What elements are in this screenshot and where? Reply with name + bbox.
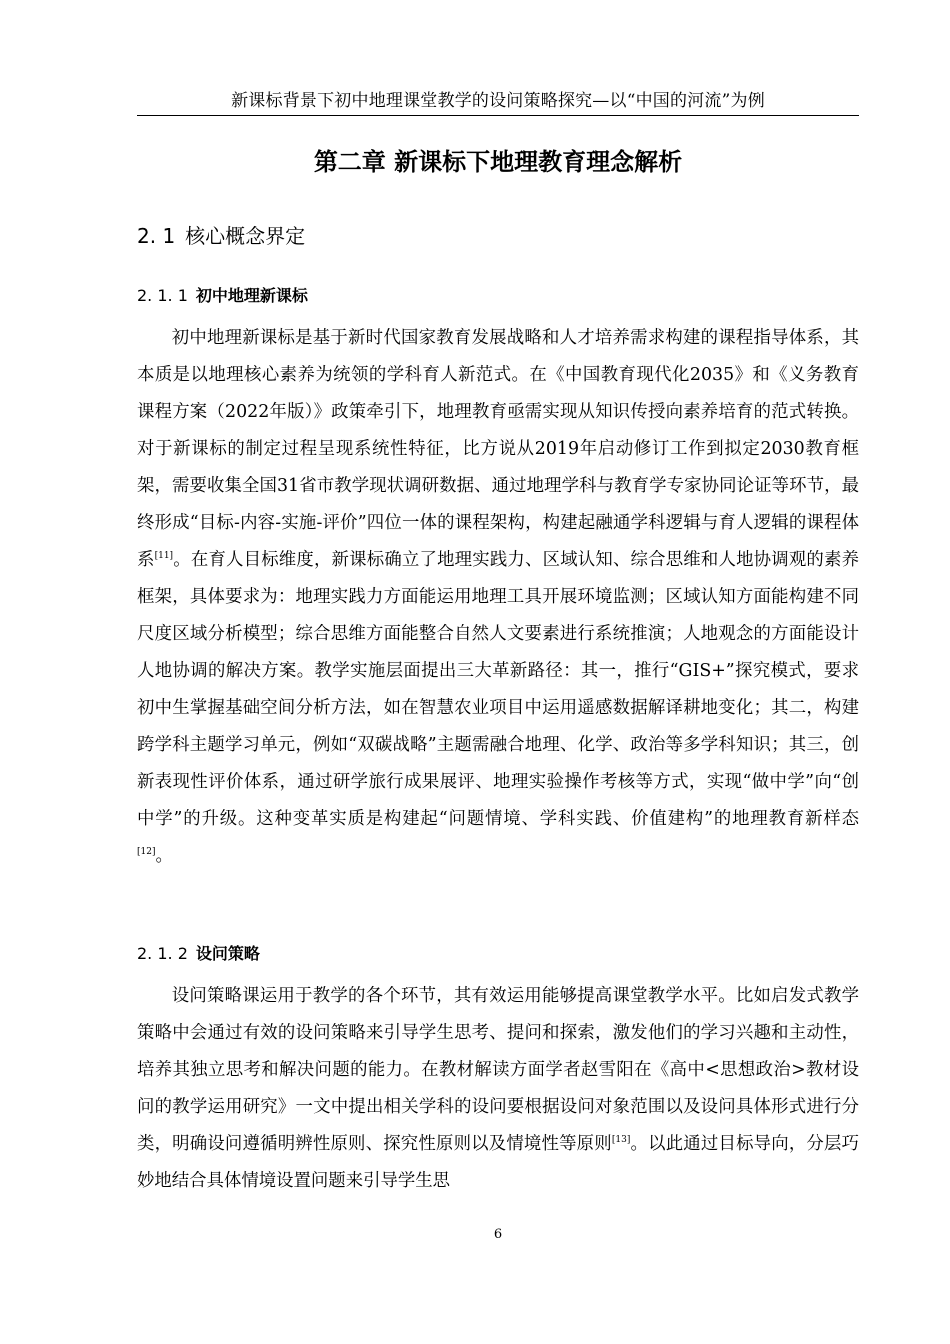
subsection-heading-2-1-2	[137, 942, 260, 966]
section-title: 核心概念界定	[185, 224, 306, 248]
header-rule	[137, 115, 859, 116]
running-header: 新课标背景下初中地理课堂教学的设问策略探究—以“中国的河流”为例	[231, 91, 765, 111]
subsection-title: 设问策略	[195, 944, 260, 963]
citation: [12]	[137, 847, 156, 857]
subsection-heading-2-1-1	[137, 284, 308, 308]
paragraph-questioning-strategy	[137, 978, 859, 1200]
subsection-title: 初中地理新课标	[195, 286, 308, 305]
paragraph-text: 。以此通过目标导向，分层巧妙地结合具体情境设置问题来引导学生思	[137, 1134, 859, 1191]
citation: [13]	[611, 1135, 631, 1145]
page-number: 6	[493, 1227, 503, 1242]
citation: [11]	[154, 551, 174, 561]
paragraph-text: 。在育人目标维度，新课标确立了地理实践力、区域认知、综合思维和人地协调观的素养框架，具体要求为：地理实践力方面能运用地理工具开展环境监测；区域认知方面能构建不同尺度区域分析模型；综合思维方面能整合自然人文要素进行系统推演；人地观念的方面能设计人地协调的解决方案。教学实施层面提出三大革新路径：其一，推行“GIS+”探究模式，要求初中生掌握基础空间分析方法，如在智慧农业项目中运用遥感数据解译耕地变化；其二，构建跨学科主题学习单元，例如“双碳战略”主题需融合地理、化学、政治等多学科知识；其三，创新表现性评价体系，通过研学旅行成果展评、地理实验操作考核等方式，实现“做中学”向“创中学”的升级。这种变革实质是构建起“问题情境、学科实践、价值建构”的地理教育新样态	[137, 550, 859, 829]
paragraph-new-curriculum	[137, 320, 859, 875]
subsection-number: 2. 1. 1	[137, 286, 188, 305]
subsection-number: 2. 1. 2	[137, 944, 188, 963]
paragraph-text: 。	[155, 846, 173, 866]
section-number: 2. 1	[137, 224, 176, 248]
section-heading	[137, 221, 305, 251]
chapter-title: 第二章 新课标下地理教育理念解析	[313, 148, 683, 176]
paragraph-text: 设问策略课运用于教学的各个环节，其有效运用能够提高课堂教学水平。比如启发式教学策略中会通过有效的设问策略来引导学生思考、提问和探索，激发他们的学习兴趣和主动性，培养其独立思考和解决问题的能力。在教材解读方面学者赵雪阳在《高中<思想政治>教材设问的教学运用研究》一文中提出相关学科的设问要根据设问对象范围以及设问具体形式进行分类，明确设问遵循明辨性原则、探究性原则以及情境性等原则	[137, 986, 859, 1154]
paragraph-text: 初中地理新课标是基于新时代国家教育发展战略和人才培养需求构建的课程指导体系，其本质是以地理核心素养为统领的学科育人新范式。在《中国教育现代化2035》和《义务教育课程方案（2022年版）》政策牵引下，地理教育亟需实现从知识传授向素养培育的范式转换。对于新课标的制定过程呈现系统性特征，比方说从2019年启动修订工作到拟定2030教育框架，需要收集全国31省市教学现状调研数据、通过地理学科与教育学专家协同论证等环节，最终形成“目标-内容-实施-评价”四位一体的课程架构，构建起融通学科逻辑与育人逻辑的课程体系	[137, 328, 859, 570]
